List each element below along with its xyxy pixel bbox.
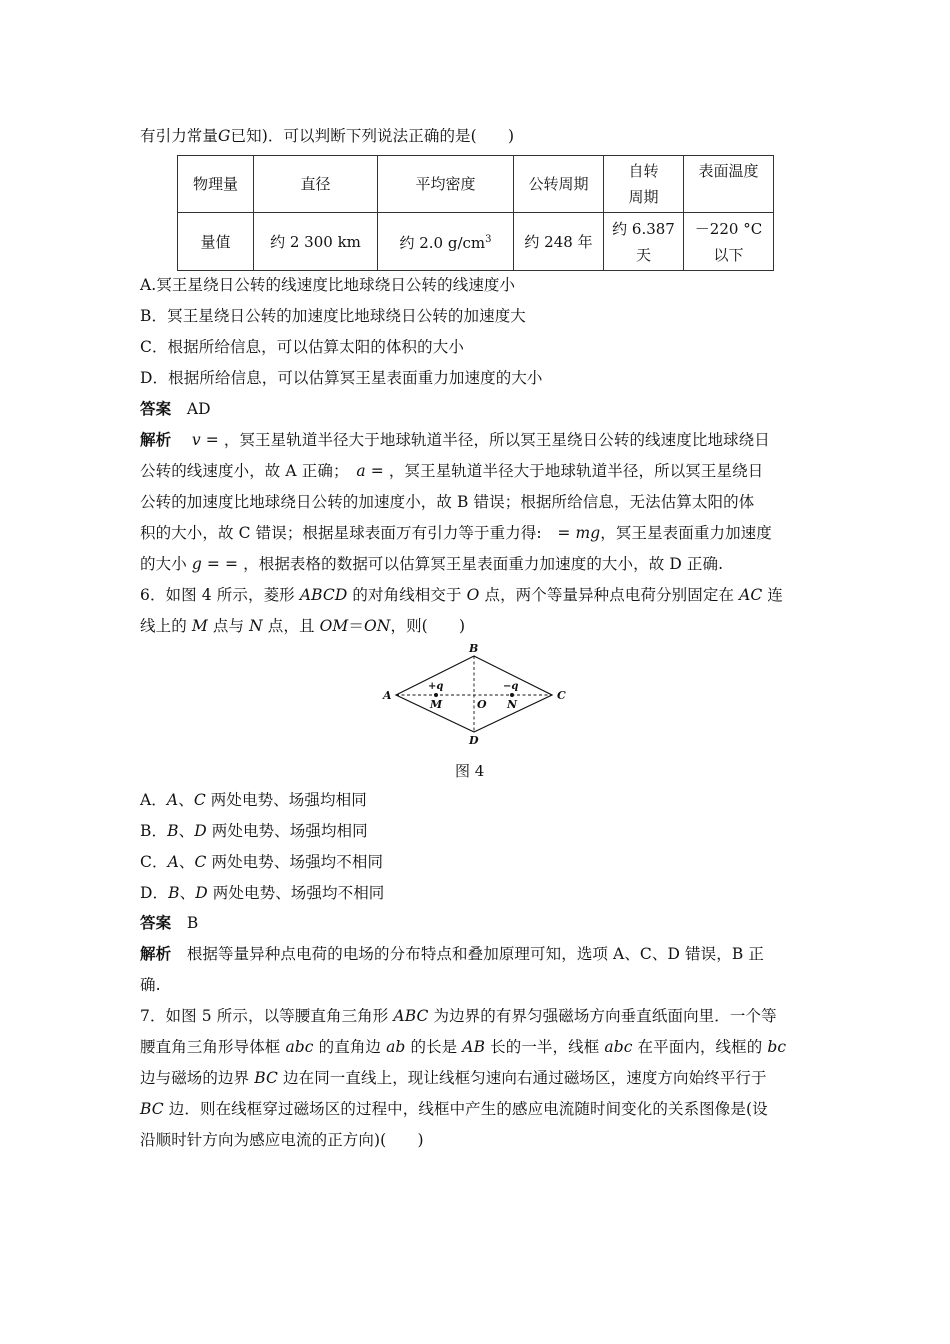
- q6-stem-line-1: 6．如图 4 所示，菱形 ABCD 的对角线相交于 O 点，两个等量异种点电荷分别固定在 AC 连: [140, 586, 784, 604]
- figure-caption: 图 4: [455, 762, 485, 780]
- intro-text-end: 已知)．可以判断下列说法正确的是( ): [230, 127, 515, 145]
- label-plus-q: +q: [428, 681, 444, 692]
- table-value-row: [178, 213, 774, 271]
- table-header-row: [178, 156, 774, 213]
- header-cell-quantity: 物理量: [178, 156, 254, 213]
- label-o: O: [477, 698, 487, 711]
- answer-value: AD: [186, 400, 211, 418]
- q5-analysis-line-1: 解析 v = ，冥王星轨道半径大于地球轨道半径，所以冥王星绕日公转的线速度比地球绕日: [140, 430, 770, 449]
- charge-point-m: [434, 693, 438, 697]
- header-cell-rotation-period: 自转 周期: [604, 156, 684, 213]
- intro-line: [140, 126, 812, 146]
- answer-value: B: [186, 914, 199, 932]
- label-d: D: [469, 734, 479, 747]
- label-minus-q: −q: [503, 681, 519, 692]
- q6-option-b: B．B、D 两处电势、场强均相同: [140, 822, 368, 840]
- q6-option-d: D．B、D 两处电势、场强均不相同: [140, 884, 385, 902]
- q7-stem-line-5: 沿顺时针方向为感应电流的正方向)( ): [140, 1131, 424, 1149]
- label-n: N: [507, 698, 518, 711]
- label-m: M: [430, 698, 443, 711]
- q5-analysis-line-4: 积的大小，故 C 错误；根据星球表面万有引力等于重力得: = mg，冥王星表面重力加速度: [140, 524, 772, 542]
- analysis-label: 解析: [140, 944, 172, 963]
- q7-stem-line-2: 腰直角三角形导体框 abc 的直角边 ab 的长是 AB 长的一半，线框 abc 在平面内，线框的 bc: [140, 1038, 787, 1056]
- pluto-properties-table: [177, 155, 774, 271]
- value-cell-label: 量值: [178, 213, 254, 271]
- value-cell-rotation-period: 约 6.387 天: [604, 213, 684, 271]
- q7-stem-line-1: 7．如图 5 所示，以等腰直角三角形 ABC 为边界的有界匀强磁场方向垂直纸面向里．一个等: [140, 1007, 777, 1025]
- analysis-label: 解析: [140, 430, 172, 449]
- value-cell-density: 约 2.0 $g/cm^3$: [378, 213, 514, 271]
- q5-analysis-line-3: 公转的加速度比地球绕日公转的加速度小，故 B 错误；根据所给信息，无法估算太阳的体: [140, 493, 755, 511]
- header-cell-surface-temp: 表面温度: [684, 156, 774, 213]
- q7-stem-line-3: 边与磁场的边界 BC 边在同一直线上，现让线框匀速向右通过磁场区，速度方向始终平行于: [140, 1069, 767, 1087]
- q6-answer-line: [140, 913, 812, 933]
- q5-answer-line: [140, 399, 812, 419]
- q6-analysis-line-1: 解析 根据等量异种点电荷的电场的分布特点和叠加原理可知，选项 A、C、D 错误，B 正: [140, 944, 764, 963]
- value-cell-orbital-period: 约 248 年: [514, 213, 604, 271]
- q6-stem-line-2: 线上的 M 点与 N 点，且 OM＝ON，则( ): [140, 617, 466, 635]
- header-cell-density: 平均密度: [378, 156, 514, 213]
- q5-option-c: C．根据所给信息，可以估算太阳的体积的大小: [140, 338, 464, 356]
- label-a: A: [383, 689, 392, 702]
- rhombus-diagram: [378, 640, 578, 750]
- answer-label: 答案: [140, 399, 172, 418]
- q5-option-d: D．根据所给信息，可以估算冥王星表面重力加速度的大小: [140, 369, 543, 387]
- label-c: C: [557, 689, 566, 702]
- intro-text: 有引力常量: [140, 127, 219, 145]
- header-cell-diameter: 直径: [254, 156, 378, 213]
- q6-analysis-line-2: 确.: [140, 976, 161, 994]
- value-cell-surface-temp: －220 °C 以下: [684, 213, 774, 271]
- label-b: B: [469, 642, 479, 655]
- q5-analysis-line-5: 的大小 g = = ，根据表格的数据可以估算冥王星表面重力加速度的大小，故 D 正确.: [140, 555, 724, 573]
- q5-option-b: B．冥王星绕日公转的加速度比地球绕日公转的加速度大: [140, 307, 526, 325]
- q5-option-a: A.冥王星绕日公转的线速度比地球绕日公转的线速度小: [140, 276, 516, 294]
- answer-label: 答案: [140, 913, 172, 932]
- q6-option-a: A．A、C 两处电势、场强均相同: [140, 791, 367, 809]
- q7-stem-line-4: BC 边．则在线框穿过磁场区的过程中，线框中产生的感应电流随时间变化的关系图像是(设: [140, 1100, 768, 1118]
- header-cell-orbital-period: 公转周期: [514, 156, 604, 213]
- charge-point-n: [510, 693, 514, 697]
- q5-analysis-line-2: 公转的线速度小，故 A 正确； a = ，冥王星轨道半径大于地球轨道半径，所以冥王星绕日: [140, 462, 764, 480]
- symbol-G: G: [218, 127, 231, 145]
- q6-option-c: C．A、C 两处电势、场强均不相同: [140, 853, 384, 871]
- value-cell-diameter: 约 2 300 km: [254, 213, 378, 271]
